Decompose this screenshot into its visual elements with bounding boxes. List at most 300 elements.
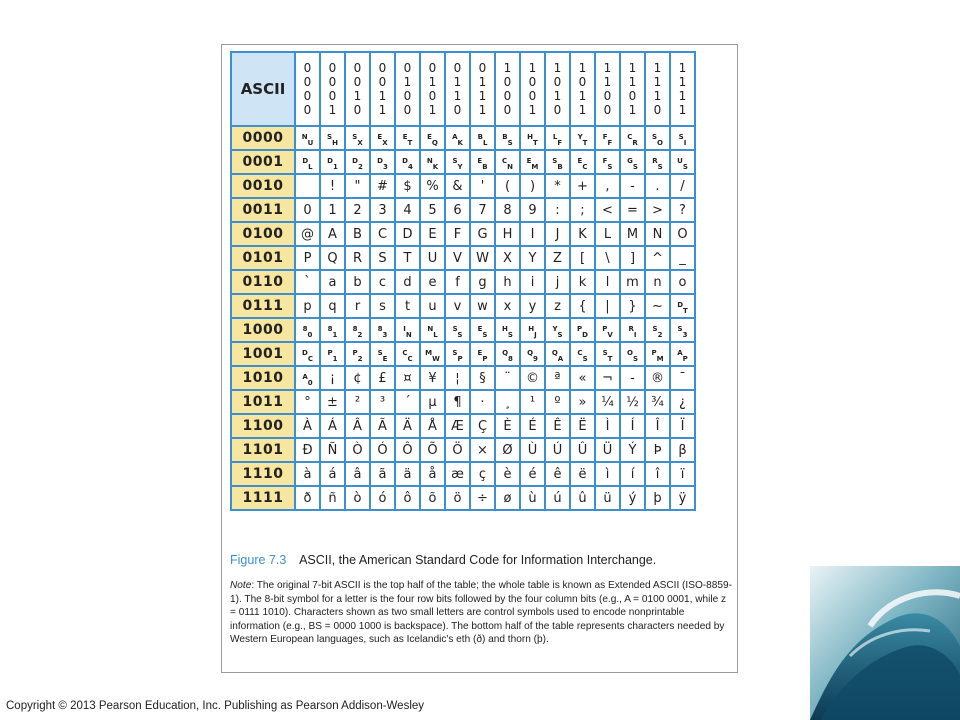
table-cell: Ã	[370, 414, 395, 438]
figure-number: Figure 7.3	[230, 553, 287, 567]
table-cell: G	[470, 222, 495, 246]
table-cell: 3	[370, 198, 395, 222]
table-row	[231, 366, 695, 390]
row-header: 0111	[231, 294, 295, 318]
table-cell: *	[545, 174, 570, 198]
row-header: 0010	[231, 174, 295, 198]
table-cell: º	[545, 390, 570, 414]
row-header: 1111	[231, 486, 295, 510]
table-cell: V	[445, 246, 470, 270]
column-header: 0 1 1 1	[470, 52, 495, 126]
table-cell: Õ	[420, 438, 445, 462]
table-cell: ¥	[420, 366, 445, 390]
table-cell: $^8_1$	[320, 318, 345, 342]
row-header: 1011	[231, 390, 295, 414]
table-cell: B	[345, 222, 370, 246]
table-cell: ÿ	[670, 486, 695, 510]
table-cell: Ý	[620, 438, 645, 462]
table-cell: Ø	[495, 438, 520, 462]
row-header: 1010	[231, 366, 295, 390]
table-cell: æ	[445, 462, 470, 486]
table-cell: Ð	[295, 438, 320, 462]
table-cell: è	[495, 462, 520, 486]
column-header: 0 0 1 1	[370, 52, 395, 126]
table-cell: f	[445, 270, 470, 294]
wave-image	[810, 566, 960, 720]
table-cell: ~	[645, 294, 670, 318]
table-cell: 4	[395, 198, 420, 222]
table-cell: $	[395, 174, 420, 198]
table-cell: $^S_O$	[645, 126, 670, 150]
table-cell: <	[595, 198, 620, 222]
row-header: 0011	[231, 198, 295, 222]
table-cell: $^S_S$	[445, 318, 470, 342]
table-cell: ¨	[495, 366, 520, 390]
table-cell: Ú	[545, 438, 570, 462]
table-cell: é	[520, 462, 545, 486]
table-cell: Ë	[570, 414, 595, 438]
table-cell: î	[645, 462, 670, 486]
table-cell: ñ	[320, 486, 345, 510]
table-cell: j	[545, 270, 570, 294]
table-cell: $^8_0$	[295, 318, 320, 342]
table-cell: ù	[520, 486, 545, 510]
table-cell: ¿	[670, 390, 695, 414]
table-cell: $^P_2$	[345, 342, 370, 366]
table-cell: Ä	[395, 414, 420, 438]
table-cell: "	[345, 174, 370, 198]
table-cell: Â	[345, 414, 370, 438]
table-cell: û	[570, 486, 595, 510]
table-cell: v	[445, 294, 470, 318]
table-cell: P	[295, 246, 320, 270]
table-cell: |	[595, 294, 620, 318]
table-cell: ¾	[645, 390, 670, 414]
table-cell: $^E_X$	[370, 126, 395, 150]
table-cell: c	[370, 270, 395, 294]
figure-note	[230, 579, 733, 647]
table-cell: ³	[370, 390, 395, 414]
table-row	[231, 414, 695, 438]
table-cell: H	[495, 222, 520, 246]
table-cell: Ñ	[320, 438, 345, 462]
table-cell: 8	[495, 198, 520, 222]
table-cell: $^N_U$	[295, 126, 320, 150]
table-row	[231, 126, 695, 150]
table-cell: ¬	[595, 366, 620, 390]
table-cell: Ê	[545, 414, 570, 438]
table-cell: ü	[595, 486, 620, 510]
table-cell: à	[295, 462, 320, 486]
table-cell: ê	[545, 462, 570, 486]
table-cell: $^P_V$	[595, 318, 620, 342]
table-cell: k	[570, 270, 595, 294]
table-cell: $^Q_9$	[520, 342, 545, 366]
table-cell: «	[570, 366, 595, 390]
table-cell: !	[320, 174, 345, 198]
table-cell: $^E_T$	[395, 126, 420, 150]
note-label: Note	[230, 580, 252, 591]
table-cell: ¢	[345, 366, 370, 390]
table-cell: $^P_1$	[320, 342, 345, 366]
table-row	[231, 270, 695, 294]
table-cell: Ô	[395, 438, 420, 462]
table-cell: å	[420, 462, 445, 486]
table-cell: ®	[645, 366, 670, 390]
table-cell: w	[470, 294, 495, 318]
copyright-footer: Copyright © 2013 Pearson Education, Inc. Publishing as Pearson Addison-Wesley	[6, 700, 425, 712]
table-cell: $^Y_T$	[570, 126, 595, 150]
table-cell: ^	[645, 246, 670, 270]
table-cell: I	[520, 222, 545, 246]
column-header: 0 0 1 0	[345, 52, 370, 126]
table-cell: ã	[370, 462, 395, 486]
table-cell: Î	[645, 414, 670, 438]
table-cell: $^E_Q$	[420, 126, 445, 150]
table-row	[231, 222, 695, 246]
table-row	[231, 294, 695, 318]
table-cell: ö	[445, 486, 470, 510]
table-cell: $^F_F$	[595, 126, 620, 150]
table-cell: A	[320, 222, 345, 246]
table-row	[231, 198, 695, 222]
table-cell: s	[370, 294, 395, 318]
table-cell: $^E_M$	[520, 150, 545, 174]
table-cell: $^N_L$	[420, 318, 445, 342]
ascii-table	[230, 51, 696, 511]
row-header: 1100	[231, 414, 295, 438]
table-cell: =	[620, 198, 645, 222]
table-cell: J	[545, 222, 570, 246]
table-cell: °	[295, 390, 320, 414]
table-cell: T	[395, 246, 420, 270]
table-cell: â	[345, 462, 370, 486]
table-cell: Y	[520, 246, 545, 270]
table-cell: »	[570, 390, 595, 414]
table-cell: ú	[545, 486, 570, 510]
table-cell: a	[320, 270, 345, 294]
table-cell: $^G_S$	[620, 150, 645, 174]
table-cell: ·	[470, 390, 495, 414]
table-cell: }	[620, 294, 645, 318]
table-row	[231, 462, 695, 486]
table-cell: Þ	[645, 438, 670, 462]
table-cell: $^P_M$	[645, 342, 670, 366]
table-cell: $^8_2$	[345, 318, 370, 342]
table-cell: Á	[320, 414, 345, 438]
table-cell: (	[495, 174, 520, 198]
table-cell: u	[420, 294, 445, 318]
row-header: 0110	[231, 270, 295, 294]
table-cell: Ü	[595, 438, 620, 462]
table-cell: z	[545, 294, 570, 318]
table-cell: ò	[345, 486, 370, 510]
row-header: 1110	[231, 462, 295, 486]
table-cell: [	[570, 246, 595, 270]
column-header: 1 0 1 0	[545, 52, 570, 126]
table-cell: $^O_S$	[620, 342, 645, 366]
table-cell: $^S_3$	[670, 318, 695, 342]
table-cell: ¯	[670, 366, 695, 390]
row-header: 0001	[231, 150, 295, 174]
table-cell: ×	[470, 438, 495, 462]
table-cell: $^E_S$	[470, 318, 495, 342]
table-cell: Í	[620, 414, 645, 438]
table-cell: ¹	[520, 390, 545, 414]
table-cell: $^S_E$	[370, 342, 395, 366]
table-cell: í	[620, 462, 645, 486]
table-cell: E	[420, 222, 445, 246]
table-cell: ?	[670, 198, 695, 222]
table-cell: $^S_T$	[595, 342, 620, 366]
table-cell: $^U_S$	[670, 150, 695, 174]
table-cell: X	[495, 246, 520, 270]
column-header: 1 1 1 1	[670, 52, 695, 126]
table-cell: $^Q_A$	[545, 342, 570, 366]
table-cell: ä	[395, 462, 420, 486]
table-cell: $^A_K$	[445, 126, 470, 150]
table-cell: K	[570, 222, 595, 246]
table-row	[231, 246, 695, 270]
column-header: 0 0 0 0	[295, 52, 320, 126]
table-cell: ²	[345, 390, 370, 414]
table-cell: $^C_N$	[495, 150, 520, 174]
table-cell: ø	[495, 486, 520, 510]
table-cell: µ	[420, 390, 445, 414]
table-cell: $^A_P$	[670, 342, 695, 366]
table-cell: $^D_3$	[370, 150, 395, 174]
table-cell: $^D_T$	[670, 294, 695, 318]
table-row	[231, 390, 695, 414]
row-header: 1000	[231, 318, 295, 342]
table-cell: -	[620, 174, 645, 198]
table-cell: n	[645, 270, 670, 294]
table-cell: É	[520, 414, 545, 438]
table-cell: ô	[395, 486, 420, 510]
row-header: 0100	[231, 222, 295, 246]
table-row	[231, 438, 695, 462]
table-cell: Ù	[520, 438, 545, 462]
table-cell: ï	[670, 462, 695, 486]
table-cell: õ	[420, 486, 445, 510]
table-cell: -	[620, 366, 645, 390]
table-cell: W	[470, 246, 495, 270]
table-cell: þ	[645, 486, 670, 510]
table-cell: Û	[570, 438, 595, 462]
table-cell: $^8_3$	[370, 318, 395, 342]
table-cell: ¸	[495, 390, 520, 414]
table-cell: Å	[420, 414, 445, 438]
table-cell: D	[395, 222, 420, 246]
table-cell: $^H_S$	[495, 318, 520, 342]
column-header: 1 0 0 0	[495, 52, 520, 126]
table-cell: $^H_T$	[520, 126, 545, 150]
table-cell: S	[370, 246, 395, 270]
row-header: 0000	[231, 126, 295, 150]
table-cell: $^S_H$	[320, 126, 345, 150]
table-cell: $^M_W$	[420, 342, 445, 366]
table-cell: ´	[395, 390, 420, 414]
table-cell: l	[595, 270, 620, 294]
table-cell: $^E_B$	[470, 150, 495, 174]
column-header: 1 1 0 1	[620, 52, 645, 126]
table-cell: o	[670, 270, 695, 294]
table-cell: $^L_F$	[545, 126, 570, 150]
table-cell: á	[320, 462, 345, 486]
table-cell: +	[570, 174, 595, 198]
table-cell: t	[395, 294, 420, 318]
table-cell: r	[345, 294, 370, 318]
table-cell: 9	[520, 198, 545, 222]
table-cell: ¶	[445, 390, 470, 414]
table-cell: $^D_2$	[345, 150, 370, 174]
table-cell: $^D_4$	[395, 150, 420, 174]
figure-panel	[221, 44, 738, 673]
column-header: 1 1 1 0	[645, 52, 670, 126]
table-cell: $^C_C$	[395, 342, 420, 366]
table-cell: $^R_I$	[620, 318, 645, 342]
table-corner-label: ASCII	[231, 52, 295, 126]
table-cell: $^S_Y$	[445, 150, 470, 174]
table-cell: %	[420, 174, 445, 198]
table-cell: ð	[295, 486, 320, 510]
table-cell: $^H_J$	[520, 318, 545, 342]
table-cell: #	[370, 174, 395, 198]
table-cell: Q	[320, 246, 345, 270]
table-cell: M	[620, 222, 645, 246]
table-cell: O	[670, 222, 695, 246]
table-cell: ë	[570, 462, 595, 486]
table-cell: Z	[545, 246, 570, 270]
table-cell: L	[595, 222, 620, 246]
table-cell: q	[320, 294, 345, 318]
table-cell: Ò	[345, 438, 370, 462]
table-cell: ¤	[395, 366, 420, 390]
table-cell: `	[295, 270, 320, 294]
table-cell: x	[495, 294, 520, 318]
row-header: 1101	[231, 438, 295, 462]
column-header: 1 0 0 1	[520, 52, 545, 126]
table-cell: R	[345, 246, 370, 270]
table-cell: β	[670, 438, 695, 462]
table-cell: N	[645, 222, 670, 246]
table-cell: b	[345, 270, 370, 294]
table-cell: $^B_L$	[470, 126, 495, 150]
table-cell: ]	[620, 246, 645, 270]
table-cell: ½	[620, 390, 645, 414]
table-cell: $^S_I$	[670, 126, 695, 150]
table-cell: ó	[370, 486, 395, 510]
table-cell: $^D_L$	[295, 150, 320, 174]
table-cell: .	[645, 174, 670, 198]
table-cell: Æ	[445, 414, 470, 438]
table-cell: 5	[420, 198, 445, 222]
table-cell: :	[545, 198, 570, 222]
table-cell: $^Q_8$	[495, 342, 520, 366]
table-cell: $^C_S$	[570, 342, 595, 366]
table-cell: y	[520, 294, 545, 318]
table-cell: $^A_0$	[295, 366, 320, 390]
table-cell: ,	[595, 174, 620, 198]
table-cell: ;	[570, 198, 595, 222]
table-cell: {	[570, 294, 595, 318]
table-cell: m	[620, 270, 645, 294]
table-cell: 0	[295, 198, 320, 222]
table-cell: @	[295, 222, 320, 246]
table-cell: $^E_C$	[570, 150, 595, 174]
column-header-row	[231, 52, 695, 126]
table-cell: $^P_D$	[570, 318, 595, 342]
table-cell: 7	[470, 198, 495, 222]
table-cell: $^S_2$	[645, 318, 670, 342]
table-row	[231, 174, 695, 198]
table-cell: Ó	[370, 438, 395, 462]
table-cell: $^R_S$	[645, 150, 670, 174]
column-header: 0 1 1 0	[445, 52, 470, 126]
table-cell: $^N_K$	[420, 150, 445, 174]
table-row	[231, 342, 695, 366]
table-cell: $^S_P$	[445, 342, 470, 366]
table-cell: ý	[620, 486, 645, 510]
table-cell: '	[470, 174, 495, 198]
table-cell: 6	[445, 198, 470, 222]
table-cell: h	[495, 270, 520, 294]
table-cell: $^S_X$	[345, 126, 370, 150]
table-cell: F	[445, 222, 470, 246]
table-cell: $^D_C$	[295, 342, 320, 366]
table-cell: i	[520, 270, 545, 294]
column-header: 0 1 0 1	[420, 52, 445, 126]
table-cell: ¼	[595, 390, 620, 414]
table-cell: ¦	[445, 366, 470, 390]
table-cell: 1	[320, 198, 345, 222]
row-header: 1001	[231, 342, 295, 366]
table-cell: g	[470, 270, 495, 294]
table-cell: ª	[545, 366, 570, 390]
table-cell: _	[670, 246, 695, 270]
table-cell: >	[645, 198, 670, 222]
table-cell: ±	[320, 390, 345, 414]
table-cell: §	[470, 366, 495, 390]
table-cell: /	[670, 174, 695, 198]
table-cell: È	[495, 414, 520, 438]
note-text: : The original 7-bit ASCII is the top half of the table; the whole table is known as Extended ASCII (ISO-8859-1). The 8-bit symbol for a letter is the four row bits followed by the four column bits (e.g., A = 0100 0001, while z = 0111 1010). Characters shown as two small letters are control symbols used to encode nonprintable information (e.g., BS = 0000 1000 is backspace). The bottom half of the table represents characters needed by Western European languages, such as Icelandic's eth (ð) and thorn (þ).	[230, 580, 732, 646]
table-cell: $^Y_S$	[545, 318, 570, 342]
table-cell: 2	[345, 198, 370, 222]
table-cell: ç	[470, 462, 495, 486]
table-cell: ¡	[320, 366, 345, 390]
row-header: 0101	[231, 246, 295, 270]
table-cell: $^C_R$	[620, 126, 645, 150]
table-cell: $^B_S$	[495, 126, 520, 150]
table-row	[231, 486, 695, 510]
caption-text: ASCII, the American Standard Code for Information Interchange.	[299, 553, 657, 567]
table-cell: À	[295, 414, 320, 438]
table-cell: $^E_P$	[470, 342, 495, 366]
table-cell: C	[370, 222, 395, 246]
table-cell: $^F_S$	[595, 150, 620, 174]
table-cell: ÷	[470, 486, 495, 510]
table-cell: )	[520, 174, 545, 198]
column-header: 0 1 0 0	[395, 52, 420, 126]
table-cell: $^S_B$	[545, 150, 570, 174]
table-row	[231, 318, 695, 342]
table-row	[231, 150, 695, 174]
table-cell: Ì	[595, 414, 620, 438]
table-cell: Ç	[470, 414, 495, 438]
column-header: 1 0 1 1	[570, 52, 595, 126]
table-cell: e	[420, 270, 445, 294]
